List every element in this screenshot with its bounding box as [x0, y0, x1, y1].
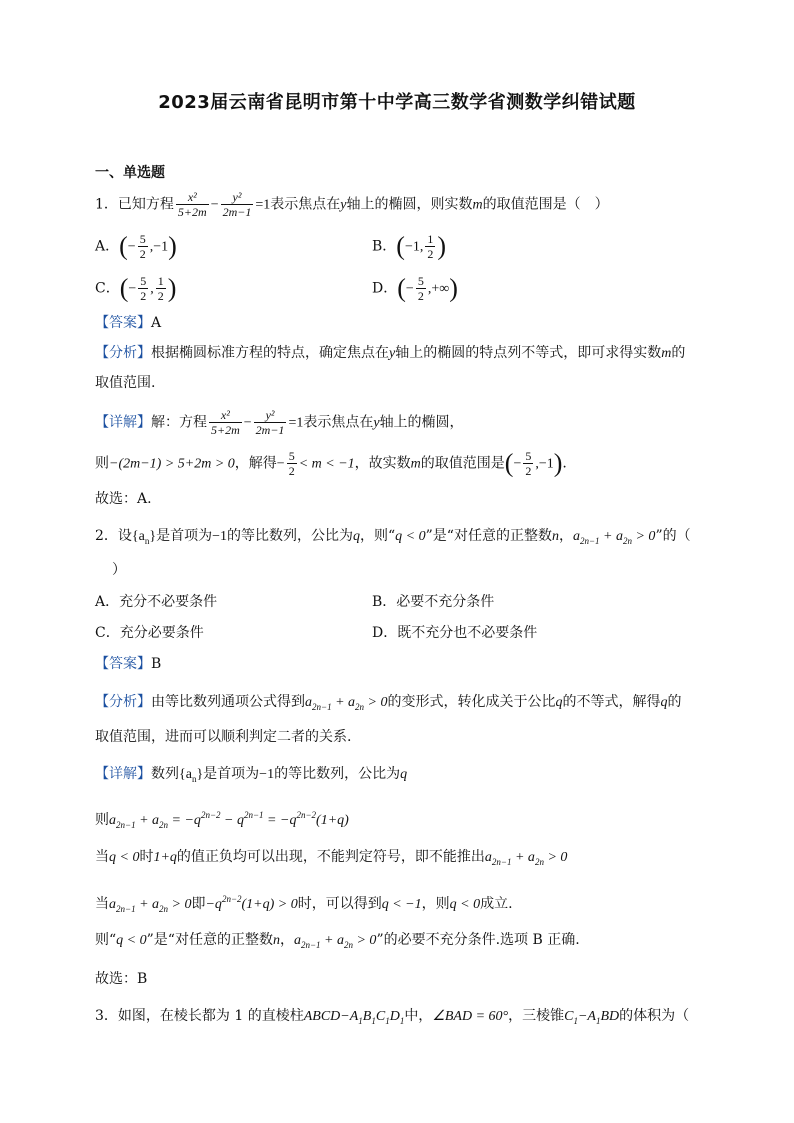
analysis-2: 【分析】由等比数列通项公式得到$a_{2n-1} + a_{2n} > 0$的变形式，转化成关于公比q的不等式，解得q的: [95, 694, 682, 712]
question-2-stem: 2．设$\{a_n\}$是首项为−1的等比数列，公比为q，则“q < 0”是“对任意的正整数n，$a_{2n-1} + a_{2n} > 0$”的（: [95, 528, 691, 546]
answer-2: 【答案】B: [95, 656, 162, 672]
detail-1-line2: 则−(2m−1) > 5+2m > 0，解得− $\frac{5}{2}$ < m < −1，故实数m的取值范围是(− $\frac{5}{2}$ ,−1).: [95, 448, 567, 478]
option-c: C．充分必要条件: [95, 625, 204, 641]
option-d: D．(− $\frac{5}{2}$ ,+∞): [372, 273, 458, 303]
fraction: $\frac{\text{y²}}{2m-1}$: [222, 190, 252, 219]
analysis-2-line2: 取值范围，进而可以顺利判定二者的关系.: [95, 729, 352, 745]
fraction: $\frac{\text{x²}}{5+2m}$: [177, 190, 207, 219]
conclusion-2: 故选：B: [95, 971, 148, 987]
question-3-stem: 3．如图，在棱长都为 1 的直棱柱$ABCD-A_1B_1C_1D_1$中，∠BAD = 60°，三棱锥$C_1-A_1BD$的体积为（: [95, 1008, 690, 1026]
detail-1: 【详解】解：方程 $\frac{\text{x²}}{5+2m}$ − $\frac{\text{y²}}{2m-1}$ =1表示焦点在y轴上的椭圆，: [95, 408, 464, 437]
option-a: A．(− $\frac{5}{2}$ ,−1): [95, 231, 177, 261]
analysis-1: 【分析】根据椭圆标准方程的特点，确定焦点在y轴上的椭圆的特点列不等式，即可求得实数m的: [95, 345, 686, 361]
detail-2-line3: 则$a_{2n-1} + a_{2n} = -q^{2n-2} - q^{2n-1} = -q^{2n-2}(1+q)$: [95, 810, 349, 830]
detail-2: 【详解】数列$\{a_n\}$是首项为−1的等比数列，公比为q: [95, 766, 408, 784]
option-b: B．必要不充分条件: [372, 594, 495, 610]
text: 已知方程: [117, 196, 174, 213]
option-b: B．(−1, $\frac{1}{2}$ ): [372, 231, 447, 261]
question-number: 1．: [95, 196, 118, 213]
answer-1: 【答案】A: [95, 315, 162, 331]
section-heading: 一、单选题: [95, 165, 165, 181]
question-1-stem: 1．已知方程 $\frac{\text{x²}}{5+2m}$ − $\frac{\text{y²}}{2m-1}$ =1表示焦点在y轴上的椭圆，则实数m的取值范围是（ ）: [95, 190, 609, 219]
detail-2-line6: 则“q < 0”是“对任意的正整数n，$a_{2n-1} + a_{2n} > 0$”的必要不充分条件.选项 B 正确.: [95, 932, 580, 950]
option-c: C．(− $\frac{5}{2}$ , $\frac{1}{2}$ ): [95, 273, 177, 303]
question-2-stem-line2: ）: [112, 562, 126, 578]
page-title: 2023届云南省昆明市第十中学高三数学省测数学纠错试题: [158, 92, 636, 113]
conclusion-1: 故选：A.: [95, 491, 152, 507]
detail-2-line5: 当$a_{2n-1} + a_{2n} > 0$即$-q^{2n-2}(1+q) > 0$时，可以得到q < −1，则q < 0成立.: [95, 894, 513, 914]
analysis-1-line2: 取值范围.: [95, 375, 156, 391]
option-d: D．既不充分也不必要条件: [372, 625, 538, 641]
option-a: A．充分不必要条件: [95, 594, 218, 610]
detail-2-line4: 当q < 0时1+q的值正负均可以出现，不能判定符号，即不能推出$a_{2n-1} + a_{2n} > 0$: [95, 849, 568, 867]
